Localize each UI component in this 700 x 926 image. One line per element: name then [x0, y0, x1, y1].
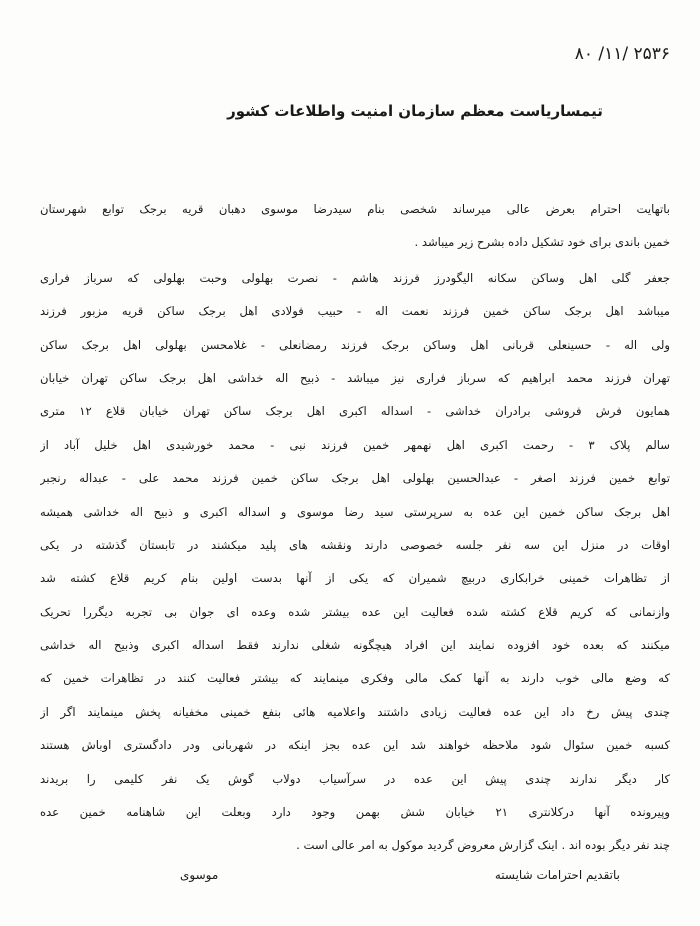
body-line: وپیرونده آنها درکلانتری ۲۱ خیابان شش بهمن وجود دارد وبعلت این شاهنامه خمین عده: [40, 805, 670, 820]
body-line: ولی اله - حسینعلی قربانی اهل وساکن برجک فرزند رمضانعلی - غلامحسن بهلولی اهل برجک ساکن: [40, 337, 670, 352]
letter-body: [40, 193, 670, 863]
body-line: جعفر گلی اهل وساکن سکانه الیگودرز فرزند هاشم - نصرت بهلولی وحبت بهلولی که سرباز فراری: [40, 270, 670, 285]
body-line: وازنمانی که کریم قلاع کشته شده فعالیت این عده بیشتر شده وعده ای جوان بی تجربه دیگررا تحریک: [40, 604, 670, 619]
body-line: میباشد اهل برجک ساکن خمین فرزند نعمت اله - حبیب فولادی اهل برجک ساکن قریه مزبور فرزند: [40, 304, 670, 319]
reference-number: ۸۰ /۱۱/ ۲۵۳۶: [574, 44, 670, 64]
body-line: باتهایت احترام بعرض عالی میرساند شخصی بنام سیدرضا موسوی دهبان قریه برجک توابع شهرستان: [40, 202, 670, 216]
body-line: همایون فرش فروشی برادران خداشی - اسداله اکبری اهل برجک ساکن تهران خیابان قلاع ۱۲ متری: [40, 404, 670, 419]
body-line: توابع خمین فرزند اصغر - عبدالحسین بهلولی اهل برجک ساکن خمین فرزند محمد علی - عبداله رنجبر: [40, 471, 670, 486]
body-line: چند نفر دیگر بوده اند . اینک گزارش معروض گردید موکول به امر عالی است .: [296, 838, 670, 853]
body-line: میکنند که بعده خود افزوده نمایند این افراد هیچگونه شغلی ندارند فقط اسداله اکبری وذبیح اله خداشی: [40, 638, 670, 653]
body-line: سالم پلاک ۳ - رحمت اکبری اهل نهمهر خمین فرزند نبی - محمد خورشیدی اهل خلیل آباد از: [40, 437, 670, 452]
body-line: خمین باندی برای خود تشکیل داده بشرح زیر میباشد .: [414, 235, 670, 250]
body-line: چندی پیش رخ داد این عده فعالیت زیادی داشتند واعلامیه هائی بنفع خمینی مخفیانه پخش مینمایند اگر از: [40, 704, 670, 719]
body-line: اوقات در منزل این سه نفر جلسه خصوصی دارند ونقشه های پلید میکشند در تابستان گذشته در یکی: [40, 537, 670, 552]
body-line: اهل برجک ساکن خمین این عده به سرپرستی سید رضا موسوی و اسداله اکبری و ذبیح اله خداشی همیشه: [40, 504, 670, 519]
body-line: تهران فرزند محمد ابراهیم که سرباز فراری نیز میباشد - ذبیح اله خداشی اهل برجک ساکن تهران خیابان: [40, 370, 670, 385]
body-line: کسبه خمین سئوال شود ملاحظه خواهند شد این عده بجز اینکه در شهربانی ودر دادگستری اوباش هستند: [40, 738, 670, 753]
body-line: از تظاهرات خمینی خرابکاری دربیچ شمیران که یکی از آنها بدست اولین بنام کریم قلاع کشته شد: [40, 571, 670, 586]
signer-name: موسوی: [180, 868, 219, 882]
closing-regards: باتقدیم احترامات شایسته: [494, 868, 620, 882]
letter-title: تیمساریاست معظم سازمان امنیت واطلاعات کشور: [227, 102, 603, 120]
body-line: که وضع مالی خوب دارند به آنها کمک مالی وفکری مینمایند که بیشتر فعالیت کنند در تظاهرات خمین که: [40, 671, 670, 686]
body-line: کار دیگر ندارند چندی پیش این عده در سرآسیاب دولاب گوش یک نفر کلیمی را بریدند: [40, 771, 670, 786]
